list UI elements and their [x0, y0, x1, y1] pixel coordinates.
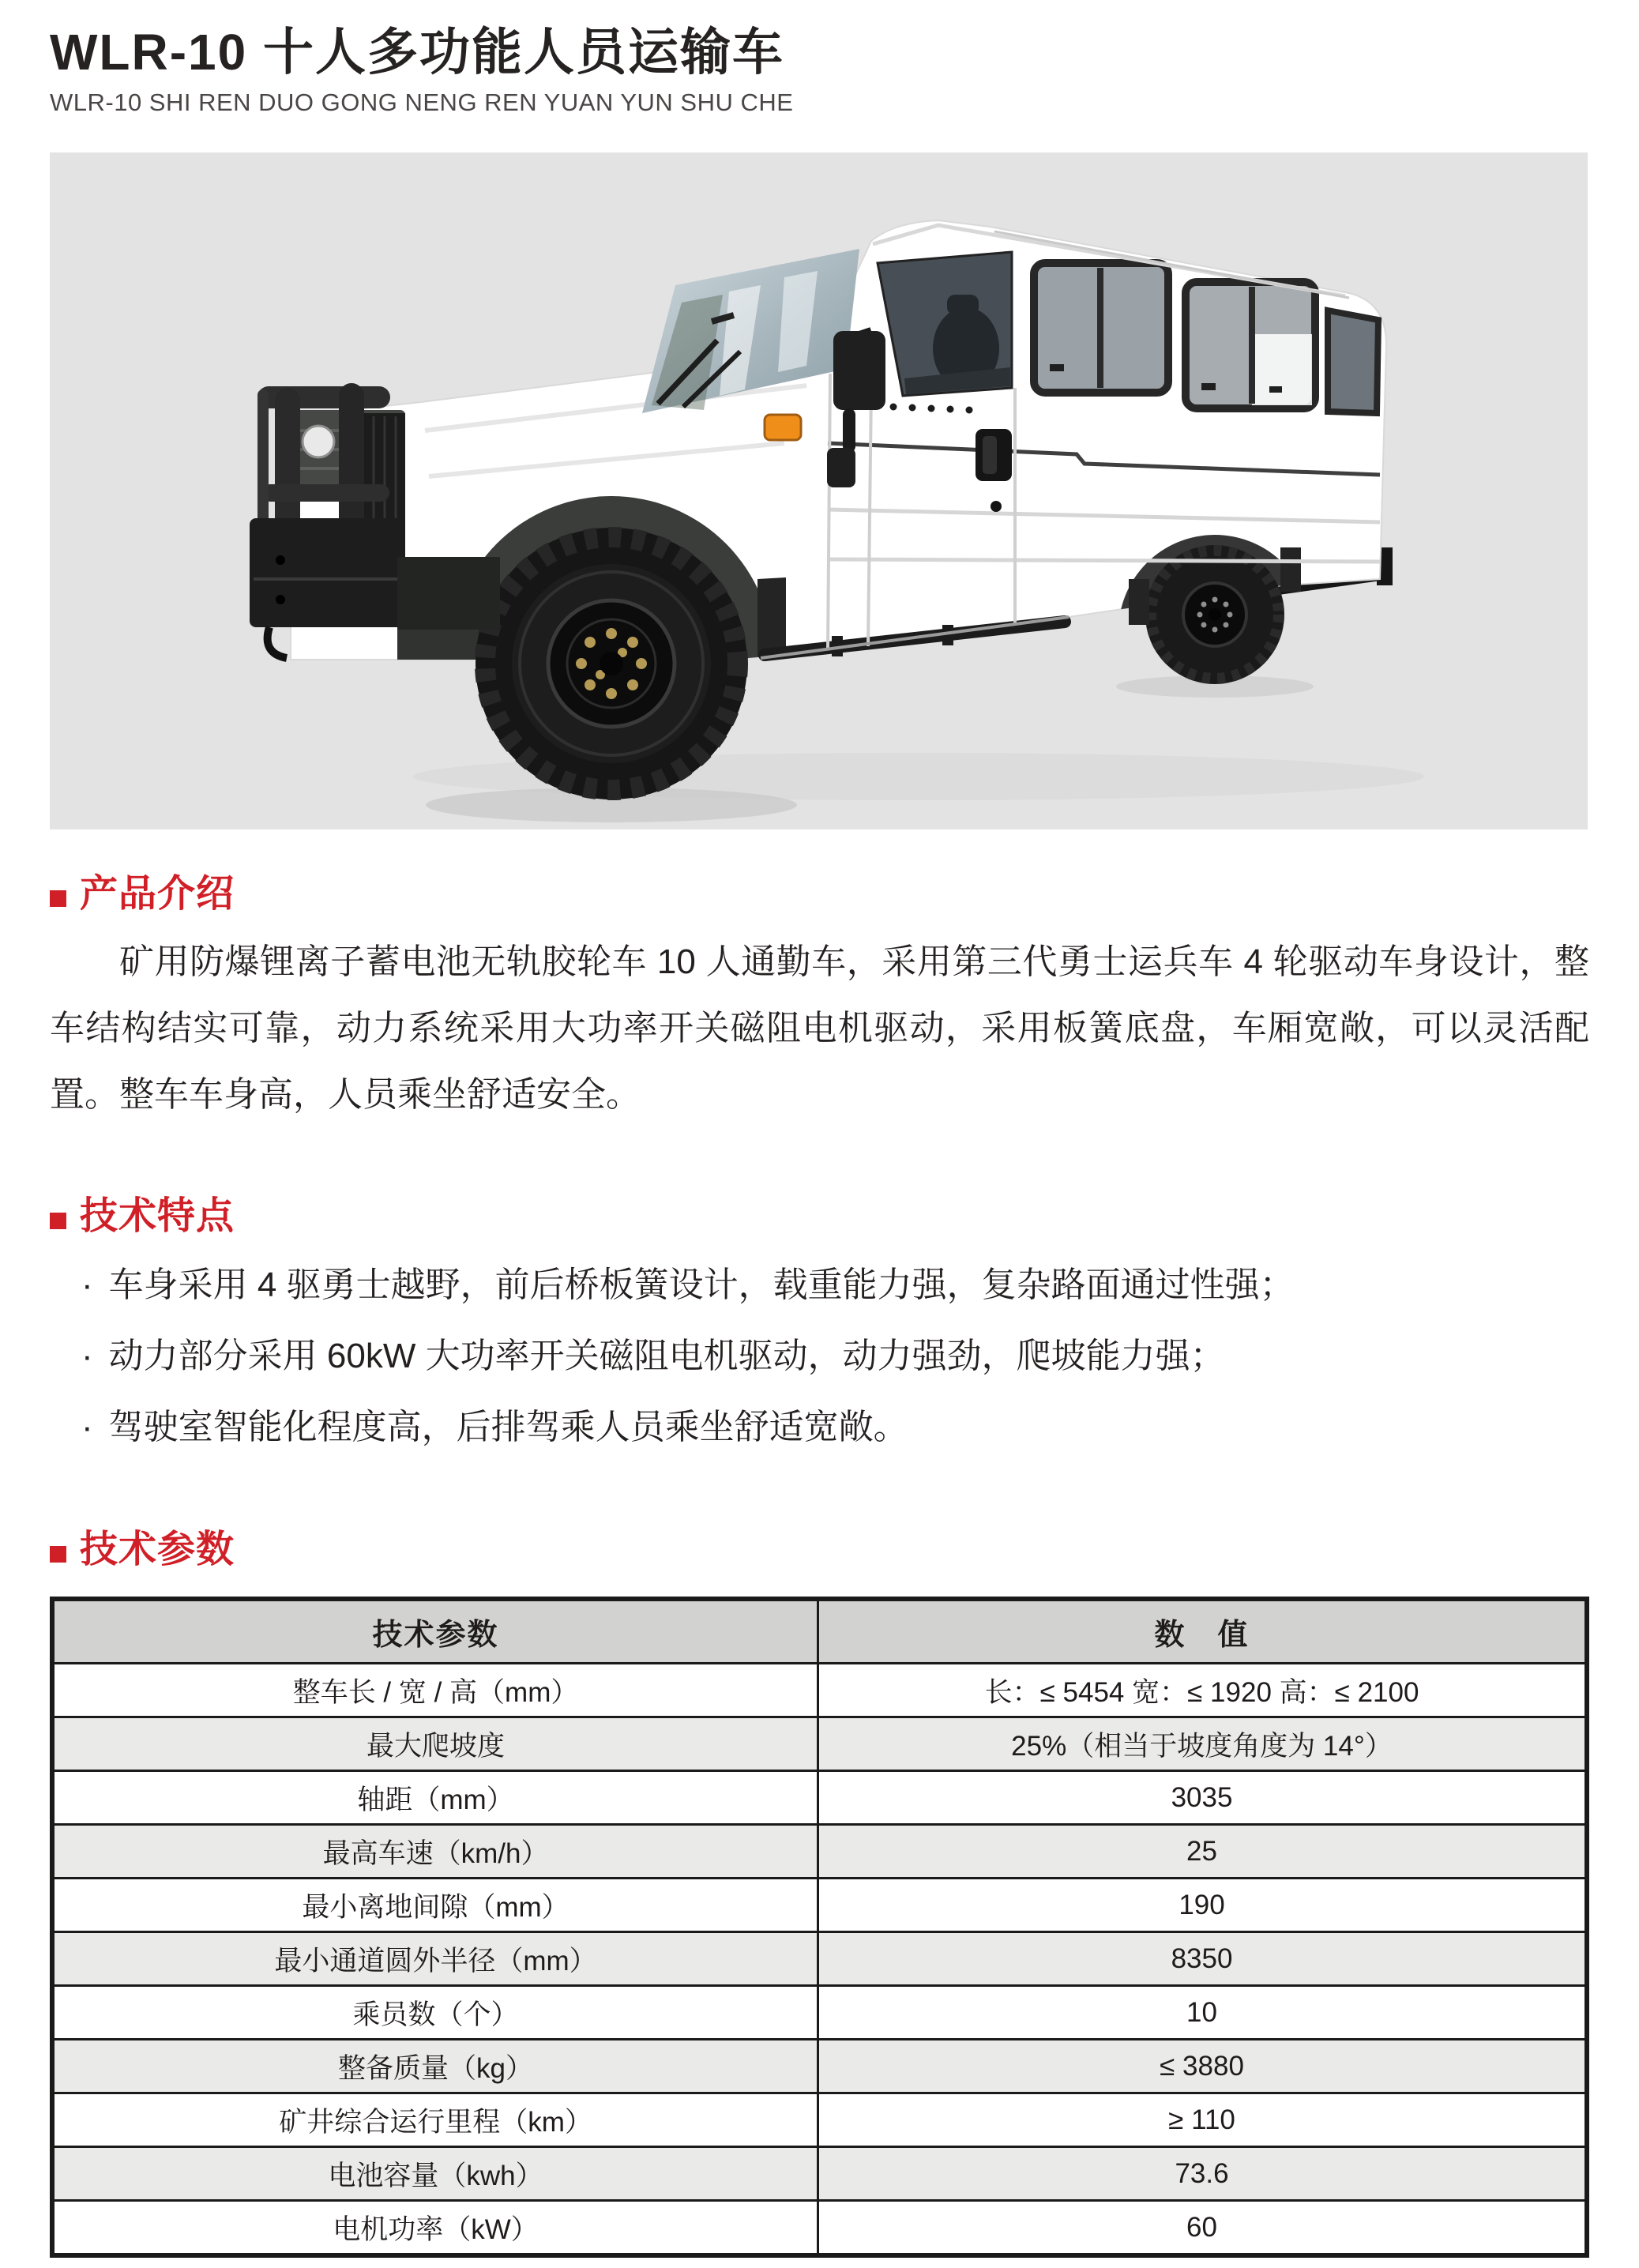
red-square-icon — [50, 1546, 66, 1563]
spec-row — [52, 2201, 1587, 2256]
specs-heading-row — [50, 1528, 1589, 1572]
passenger-windows — [1034, 263, 1378, 413]
intro-heading-row — [50, 872, 1589, 916]
product-photo-panel — [50, 152, 1588, 829]
bullet-dot-icon: · — [81, 1337, 93, 1375]
spec-row — [52, 1717, 1587, 1771]
spec-value: 10 — [818, 1986, 1587, 2040]
specs-table — [50, 1597, 1589, 2258]
spec-value: 25%（相当于坡度角度为 14°） — [818, 1717, 1587, 1771]
spec-row — [52, 2040, 1587, 2093]
specs-header-row — [52, 1599, 1587, 1664]
bullet-dot-icon: · — [81, 1408, 93, 1446]
feature-item — [81, 1392, 1589, 1463]
feature-text: 车身采用 4 驱勇士越野，前后桥板簧设计，载重能力强，复杂路面通过性强； — [108, 1266, 1295, 1304]
spec-parameter: 轴距（mm） — [52, 1771, 818, 1825]
intro-heading: 产品介绍 — [80, 873, 235, 915]
spec-parameter: 乘员数（个） — [52, 1986, 818, 2040]
specs-col-value: 数 值 — [818, 1599, 1587, 1664]
spec-parameter: 矿井综合运行里程（km） — [52, 2093, 818, 2147]
door-window — [878, 252, 1012, 396]
spec-row — [52, 2093, 1587, 2147]
section-specs — [50, 1528, 1589, 2258]
feature-item — [81, 1321, 1589, 1392]
spec-parameter: 最小通道圆外半径（mm） — [52, 1932, 818, 1986]
features-heading: 技术特点 — [80, 1195, 235, 1237]
spec-value: 60 — [818, 2201, 1587, 2256]
spec-value: 73.6 — [818, 2147, 1587, 2201]
spec-row — [52, 1932, 1587, 1986]
spec-value: 3035 — [818, 1771, 1587, 1825]
spec-parameter: 最高车速（km/h） — [52, 1825, 818, 1879]
spec-value: ≤ 3880 — [818, 2040, 1587, 2093]
vehicle-photo — [50, 152, 1588, 829]
spec-value: 长：≤ 5454 宽：≤ 1920 高：≤ 2100 — [818, 1664, 1587, 1717]
intro-paragraph: 矿用防爆锂离子蓄电池无轨胶轮车 10 人通勤车，采用第三代勇士运兵车 4 轮驱动车身设计，整车结构结实可靠，动力系统采用大功率开关磁阻电机驱动，采用板簧底盘，车厢宽敞，可以灵活配置。整车车身高，人员乘坐舒适安全。 — [50, 942, 1589, 1114]
front-wheel — [476, 528, 747, 799]
feature-text: 动力部分采用 60kW 大功率开关磁阻电机驱动，动力强劲，爬坡能力强； — [108, 1337, 1225, 1375]
feature-list — [50, 1250, 1589, 1463]
features-heading-row — [50, 1194, 1589, 1239]
spec-row — [52, 2147, 1587, 2201]
spec-parameter: 最大爬坡度 — [52, 1717, 818, 1771]
spec-row — [52, 1771, 1587, 1825]
spec-parameter: 电池容量（kwh） — [52, 2147, 818, 2201]
specs-col-parameter: 技术参数 — [52, 1599, 818, 1664]
spec-parameter: 整备质量（kg） — [52, 2040, 818, 2093]
spec-value: 25 — [818, 1825, 1587, 1879]
spec-row — [52, 1664, 1587, 1717]
feature-item — [81, 1250, 1589, 1321]
spec-value: ≥ 110 — [818, 2093, 1587, 2147]
feature-text: 驾驶室智能化程度高，后排驾乘人员乘坐舒适宽敞。 — [108, 1408, 908, 1446]
rear-wheel — [1145, 545, 1284, 684]
side-marker-lamp — [765, 415, 801, 440]
spec-row — [52, 1879, 1587, 1932]
spec-row — [52, 1825, 1587, 1879]
spec-parameter: 最小离地间隙（mm） — [52, 1879, 818, 1932]
red-square-icon — [50, 1213, 66, 1229]
specs-table-body — [52, 1664, 1587, 2256]
page-subtitle: WLR-10 SHI REN DUO GONG NENG REN YUAN YUN SHU CHE — [50, 88, 794, 116]
spec-row — [52, 1986, 1587, 2040]
section-features — [50, 1194, 1589, 1463]
spec-value: 8350 — [818, 1932, 1587, 1986]
spec-value: 190 — [818, 1879, 1587, 1932]
red-square-icon — [50, 890, 66, 907]
specs-heading: 技术参数 — [80, 1529, 235, 1570]
spec-parameter: 电机功率（kW） — [52, 2201, 818, 2256]
page-title: WLR-10 十人多功能人员运输车 — [50, 24, 784, 81]
bullet-dot-icon: · — [81, 1266, 93, 1304]
spec-parameter: 整车长 / 宽 / 高（mm） — [52, 1664, 818, 1717]
section-intro — [50, 872, 1589, 1128]
